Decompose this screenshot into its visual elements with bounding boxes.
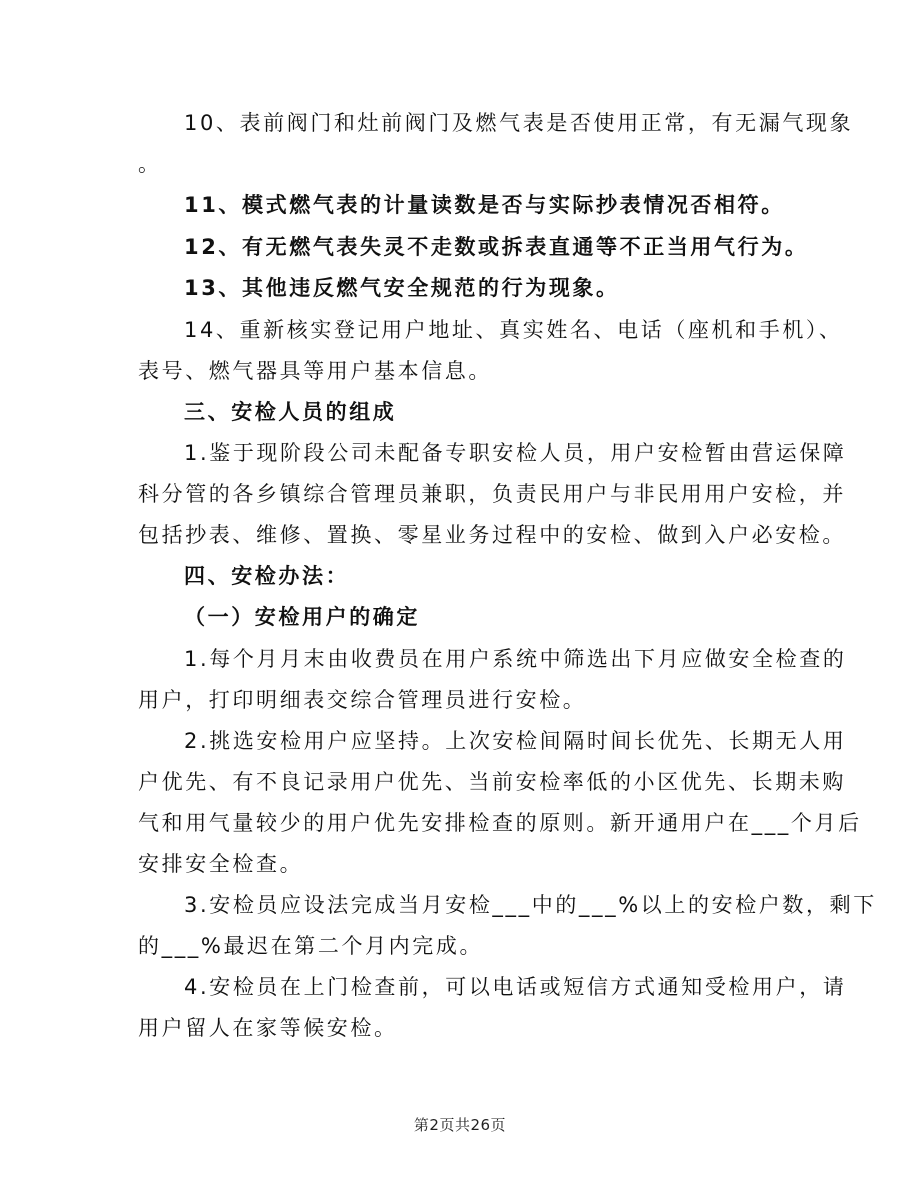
text-line: 气和用气量较少的用户优先安排检查的原则。新开通用户在___个月后 — [138, 811, 862, 835]
text-line: 用户留人在家等候安检。 — [138, 1016, 398, 1040]
page-number-footer: 第2页共26页 — [413, 1116, 507, 1134]
text-line: 表号、燃气器具等用户基本信息。 — [138, 359, 492, 383]
paragraph-method-2 — [138, 721, 862, 885]
paragraph-staffing — [138, 433, 847, 556]
text-line: 户优先、有不良记录用户优先、当前安检率低的小区优先、长期未购 — [138, 770, 846, 794]
paragraph-item-11 — [138, 185, 786, 226]
section-heading-three — [138, 392, 786, 433]
text-line: 13、其他违反燃气安全规范的行为现象。 — [184, 276, 620, 300]
paragraph-item-10 — [138, 103, 854, 185]
heading-text: 四、安检办法： — [184, 564, 350, 588]
paragraph-method-4 — [138, 967, 847, 1049]
section-heading-four — [138, 556, 786, 597]
text-line: 10、表前阀门和灶前阀门及燃气表是否使用正常，有无漏气现象 — [184, 111, 854, 135]
heading-text: 三、安检人员的组成 — [184, 400, 397, 424]
paragraph-item-13 — [138, 268, 786, 309]
text-line: 14、重新核实登记用户地址、真实姓名、电话（座机和手机）、 — [184, 318, 843, 342]
text-line: 11、模式燃气表的计量读数是否与实际抄表情况否相符。 — [184, 193, 785, 217]
text-line: 2.挑选安检用户应坚持。上次安检间隔时间长优先、长期无人用 — [184, 729, 847, 753]
text-line: 1.每个月月末由收费员在用户系统中筛选出下月应做安全检查的 — [184, 647, 847, 671]
text-line: 安排安全检查。 — [138, 852, 304, 876]
paragraph-item-14 — [138, 310, 843, 392]
paragraph-method-1 — [138, 639, 847, 721]
text-line: 4.安检员在上门检查前，可以电话或短信方式通知受检用户，请 — [184, 975, 847, 999]
heading-text: （一）安检用户的确定 — [184, 605, 420, 629]
text-line: 1.鉴于现阶段公司未配备专职安检人员，用户安检暂由营运保障 — [184, 441, 847, 465]
text-line: 3.安检员应设法完成当月安检___中的___%以上的安检户数，剩下 — [184, 893, 877, 917]
paragraph-item-12 — [138, 227, 809, 268]
text-line: 用户，打印明细表交综合管理员进行安检。 — [138, 688, 587, 712]
paragraph-method-3 — [138, 885, 877, 967]
text-line: 的___%最迟在第二个月内完成。 — [138, 934, 484, 958]
text-line: 科分管的各乡镇综合管理员兼职，负责民用户与非民用用户安检，并 — [138, 482, 846, 506]
subsection-heading-one — [138, 597, 786, 638]
text-line: 。 — [138, 152, 162, 176]
text-line: 包括抄表、维修、置换、零星业务过程中的安检、做到入户必安检。 — [138, 523, 846, 547]
text-line: 12、有无燃气表失灵不走数或拆表直通等不正当用气行为。 — [184, 235, 809, 259]
